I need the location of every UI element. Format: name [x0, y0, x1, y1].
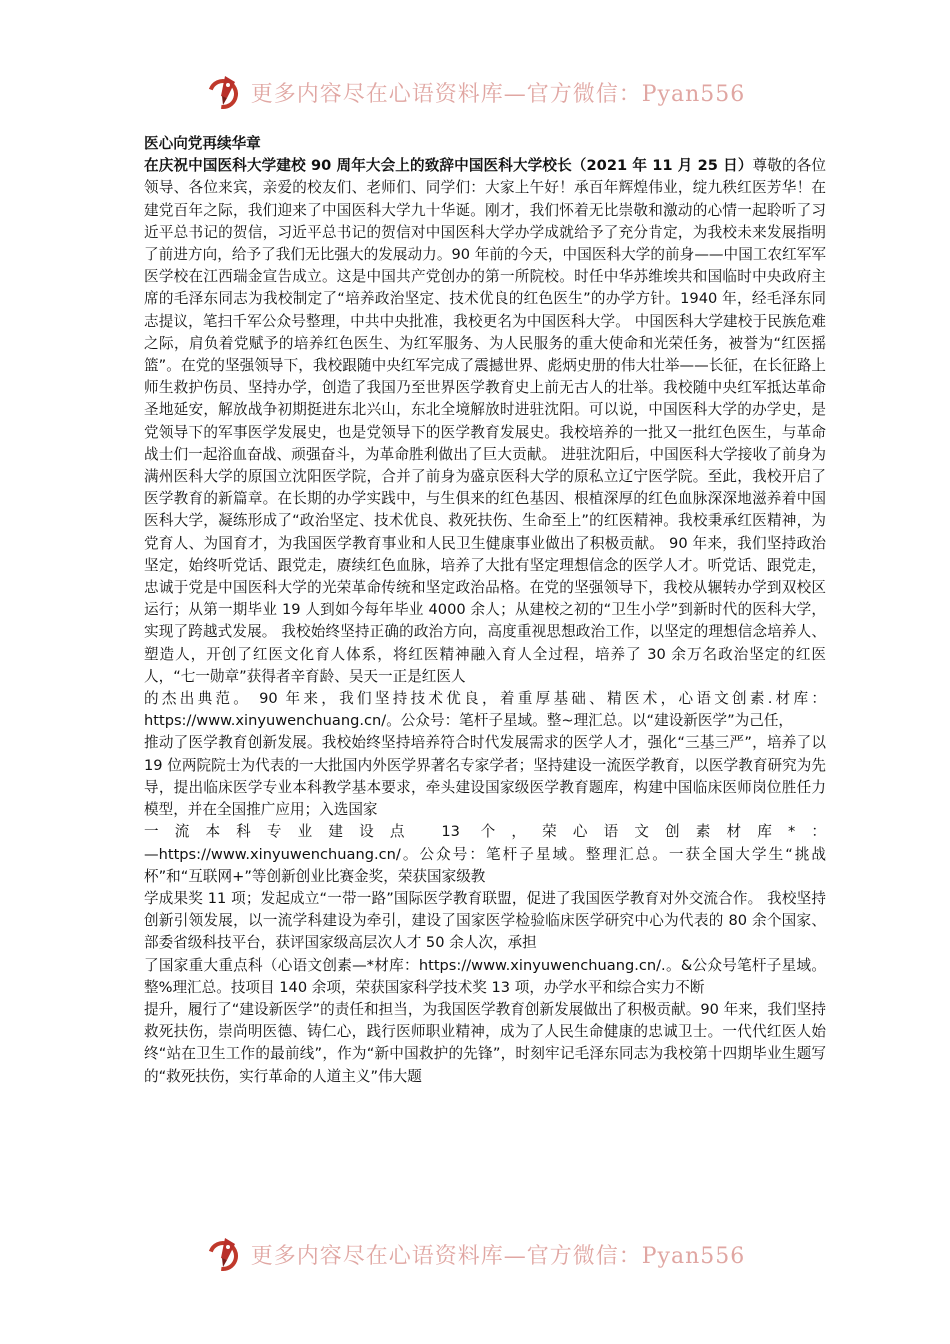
- paragraph-3: 推动了医学教育创新发展。我校始终坚持培养符合时代发展需求的医学人才，强化“三基三严”，培养了以 19 位两院院士为代表的一大批国内外医学界著名专家学者；坚持建设一流医学教育，以医学教育研究为先导，提出临床医学专业本科教学基本要求，牵头建设国家级医学教育题库，构建中国临床医师岗位胜任力模型，并在全国推广应用；入选国家: [144, 734, 826, 819]
- opening-text: 尊敬的各位领导、各位来宾，亲爱的校友们、老师们、同学们：大家上午好！承百年辉煌伟业，绽九秩红医芳华！在建党百年之际，我们迎来了中国医科大学九十华诞。刚才，我们怀着无比崇敬和激动的心情一起聆听了习近平总书记的贺信，习近平总书记的贺信对中国医科大学办学成就给予了充分肯定，为我校未来发展指明了前进方向，给予了我们无比强大的发展动力。90 年前的今天，中国医科大学的前身——中国工农红军军医学校在江西瑞金宣告成立。这是中国共产党创办的第一所院校。时任中华苏维埃共和国临时中央政府主席的毛泽东同志为我校制定了“培养政治坚定、技术优良的红色医生”的办学方针。1940 年，经毛泽东同志提议，笔扫千军公众号整理，中共中央批准，我校更名为中国医科大学。 中国医科大学建校于民族危难之际，肩负着党赋予的培养红色医生、为红军服务、为人民服务的重大使命和光荣任务，被誉为“红医摇篮”。在党的坚强领导下，我校跟随中央红军完成了震撼世界、彪炳史册的伟大壮举——长征，在长征路上师生救护伤员、坚持办学，创造了我国乃至世界医学教育史上前无古人的壮举。我校随中央红军抵达革命圣地延安，解放战争初期挺进东北兴山，东北全境解放时进驻沈阳。可以说，中国医科大学的办学史，是党领导下的军事医学发展史，也是党领导下的医学教育发展史。我校培养的一批又一批红色医生，与革命战士们一起浴血奋战、顽强奋斗，为革命胜利做出了巨大贡献。 进驻沈阳后，中国医科大学接收了前身为满州医科大学的原国立沈阳医学院，合并了前身为盛京医科大学的原私立辽宁医学院。至此，我校开启了医学教育的新篇章。在长期的办学实践中，与生俱来的红色基因、根植深厚的红色血脉深深地滋养着中国医科大学，凝练形成了“政治坚定、技术优良、救死扶伤、生命至上”的红医精神。我校秉承红医精神，为党育人、为国育才，为我国医学教育事业和人民卫生健康事业做出了积极贡献。 90 年来，我们坚持政治坚定，始终听党话、跟党走，赓续红色血脉，培养了大批有坚定理想信念的医学人才。听党话、跟党走，忠诚于党是中国医科大学的光荣革命传统和坚定政治品格。在党的坚强领导下，我校从辗转办学到双校区运行；从第一期毕业 19 人到如今每年毕业 4000 余人；从建校之初的“卫生小学”到新时代的医科大学，实现了跨越式发展。 我校始终坚持正确的政治方向，高度重视思想政治工作，以坚定的理想信念培养人、塑造人，开创了红医文化育人体系，将红医精神融入育人全过程，培养了 30 余万名政治坚定的红医人，“七一勋章”获得者辛育龄、吴天一正是红医人: [144, 157, 826, 685]
- footer-banner: [0, 1232, 950, 1276]
- paragraph-6: 提升，履行了“建设新医学”的责任和担当，为我国医学教育创新发展做出了积极贡献。90 年来，我们坚持救死扶伤，崇尚明医德、铸仁心，践行医师职业精神，成为了人民生命健康的忠诚卫士。一代代红医人始终“站在卫生工作的最前线”，作为“新中国救护的先锋”，时刻牢记毛泽东同志为我校第十四期毕业生题写的“救死扶伤，实行革命的人道主义”伟大题: [144, 1000, 826, 1085]
- banner-text: 更多内容尽在心语资料库—官方微信：Pyan556: [250, 81, 746, 107]
- paragraph-2: 的杰出典范。 90 年来，我们坚持技术优良，着重厚基础、精医术，心语文创素.材库：https://www.xinyuwenchuang.cn/。公众号：笔杆子星域。整~理汇总。以“建设新医学”为己任，: [144, 690, 826, 730]
- paragraph-4: 学成果奖 11 项；发起成立“一带一路”国际医学教育联盟，促进了我国医学教育对外交流合作。 我校坚持创新引领发展，以一流学科建设为牵引，建设了国家医学检验临床医学研究中心为代表的 80 余个国家、部委省级科技平台，获评国家级高层次人才 50 余人次，承担: [144, 889, 826, 952]
- pen-nib-swirl-logo: [205, 1234, 245, 1274]
- document-title: 医心向党再续华章: [144, 135, 261, 152]
- opening-paragraph: [144, 155, 826, 688]
- document-body: [144, 133, 826, 1088]
- banner-text: 更多内容尽在心语资料库—官方微信：Pyan556: [250, 1243, 746, 1269]
- pen-nib-swirl-logo: [205, 72, 245, 112]
- paragraph-3-spread: 一流本科专业建设点 13 个，荣心语文创素材库*：: [144, 823, 826, 841]
- paragraph-5: 了国家重大重点科（心语文创素—*材库：https://www.xinyuwenchuang.cn/.。&公众号笔杆子星域。整%理汇总。技项目 140 余项，荣获国家科学技术奖 13 项，办学水平和综合实力不断: [144, 956, 826, 996]
- header-banner: [0, 70, 950, 114]
- paragraph-3-end: —https://www.xinyuwenchuang.cn/。公众号：笔杆子星域。整理汇总。一获全国大学生“挑战杯”和“互联网+”等创新创业比赛金奖，荣获国家级教: [144, 845, 826, 885]
- document-subtitle: 在庆祝中国医科大学建校 90 周年大会上的致辞中国医科大学校长（2021 年 11 月 25 日）: [144, 157, 753, 175]
